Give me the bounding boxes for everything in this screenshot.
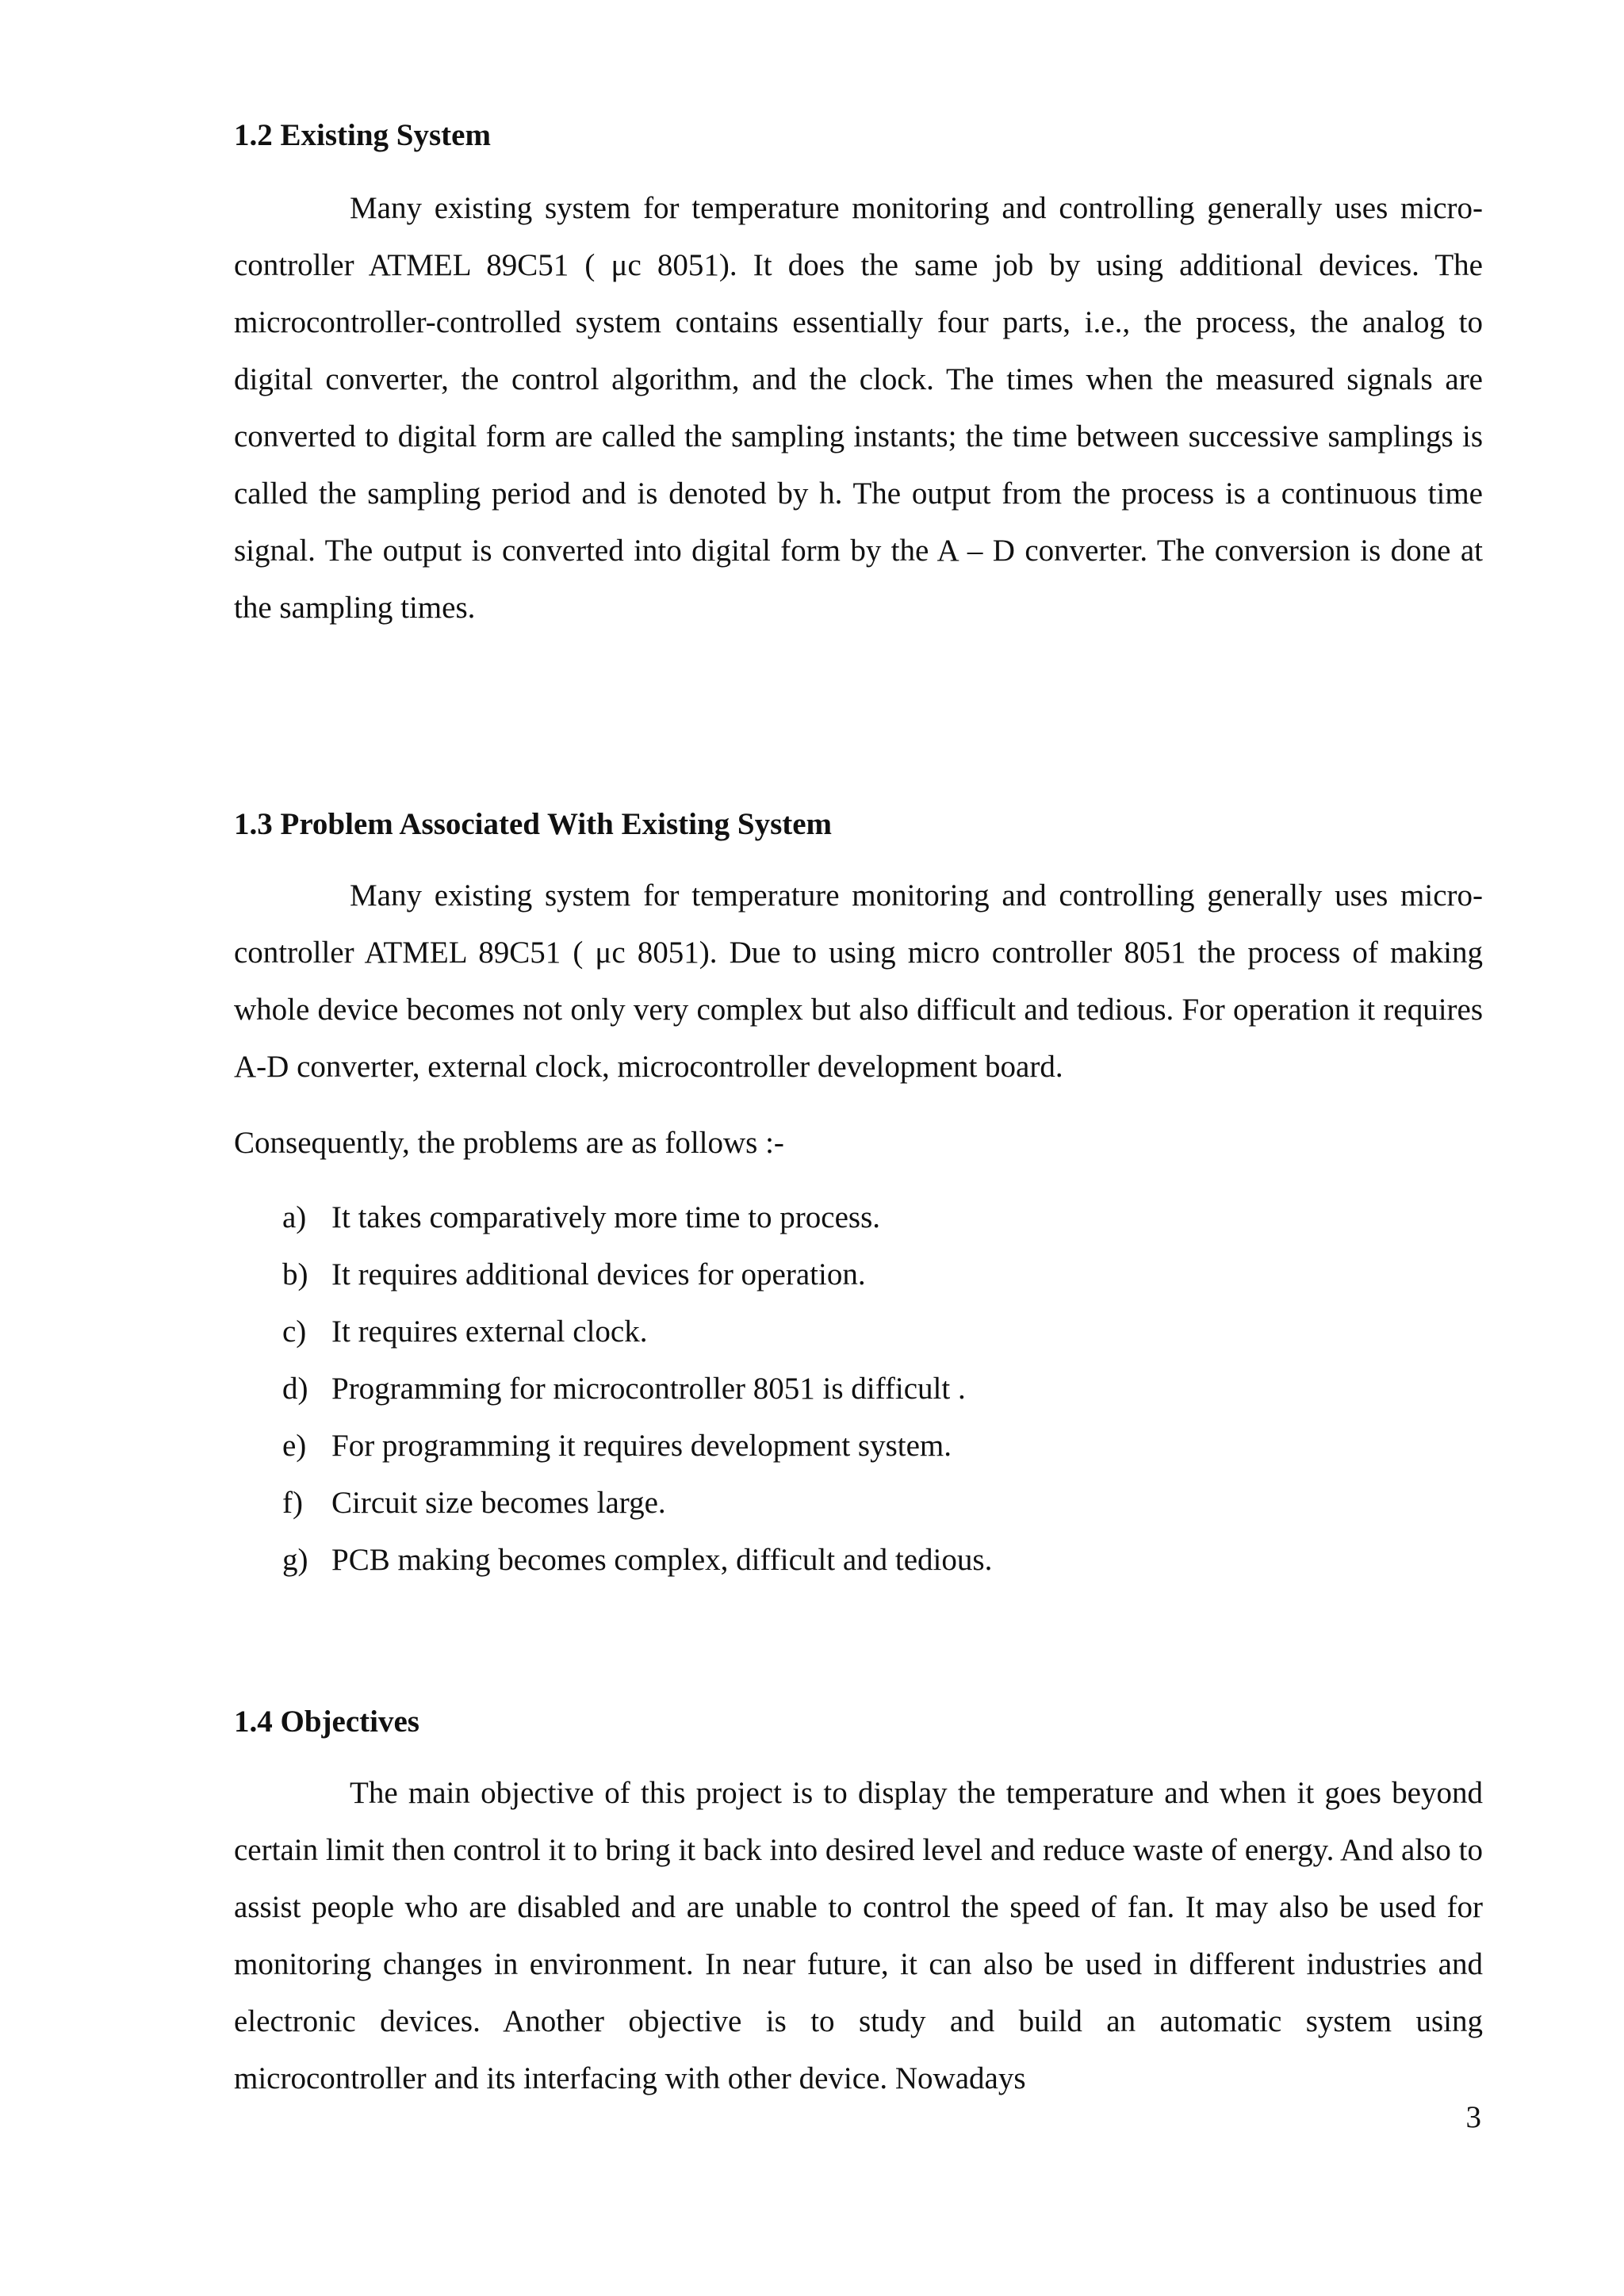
list-item [282,1198,992,1255]
page-number: 3 [1465,2100,1481,2134]
objectives-paragraph: The main objective of this project is to display the temperature and when it goes beyond certain limit then control it to bring it back into desired level and reduce waste of energy. And also to assist people who are disabled and are unable to control the speed of fan. It may also be used for monitoring changes in environment. In near future, it can also be used in different industries and electronic devices. Another objective is to study and build an automatic system using microcontroller and its interfacing with other device. Nowadays [234,1776,1483,2095]
list-item [282,1426,992,1483]
problems-paragraph: Many existing system for temperature monitoring and controlling generally uses micro-controller ATMEL 89C51 ( μc 8051). Due to using micro controller 8051 the process of making whole device becomes not only very complex but also difficult and tedious. For operation it requires A-D converter, external clock, microcontroller development board. [234,878,1483,1084]
list-item-text: It takes comparatively more time to process. [331,1200,881,1234]
problems-lead-in: Consequently, the problems are as follows :- [234,1126,784,1160]
list-item-text: PCB making becomes complex, difficult and tedious. [331,1543,993,1577]
list-marker: d) [282,1372,308,1406]
list-item [282,1255,992,1312]
list-item-text: For programming it requires development system. [331,1429,952,1463]
list-marker: f) [282,1486,303,1520]
list-item-text: It requires external clock. [331,1314,648,1349]
list-item-text: It requires additional devices for operation. [331,1257,866,1292]
list-marker: a) [282,1200,307,1234]
list-marker: e) [282,1429,307,1463]
list-marker: b) [282,1257,308,1292]
section-heading-objectives: 1.4 Objectives [234,1705,419,1739]
list-item [282,1483,992,1540]
list-item-text: Programming for microcontroller 8051 is difficult . [331,1372,966,1406]
problems-list [282,1198,992,1598]
list-item [282,1540,992,1598]
list-marker: g) [282,1543,308,1577]
section-heading-existing-system: 1.2 Existing System [234,118,491,152]
section-heading-problems: 1.3 Problem Associated With Existing System [234,807,833,841]
list-item [282,1312,992,1369]
list-marker: c) [282,1314,307,1349]
list-item [282,1369,992,1426]
existing-system-paragraph: Many existing system for temperature monitoring and controlling generally uses micro-controller ATMEL 89C51 ( μc 8051). It does the same job by using additional devices. The microcontroller-controlled system contains essentially four parts, i.e., the process, the analog to digital converter, the control algorithm, and the clock. The times when the measured signals are converted to digital form are called the sampling instants; the time between successive samplings is called the sampling period and is denoted by h. The output from the process is a continuous time signal. The output is converted into digital form by the A – D converter. The conversion is done at the sampling times. [234,191,1483,625]
list-item-text: Circuit size becomes large. [331,1486,666,1520]
